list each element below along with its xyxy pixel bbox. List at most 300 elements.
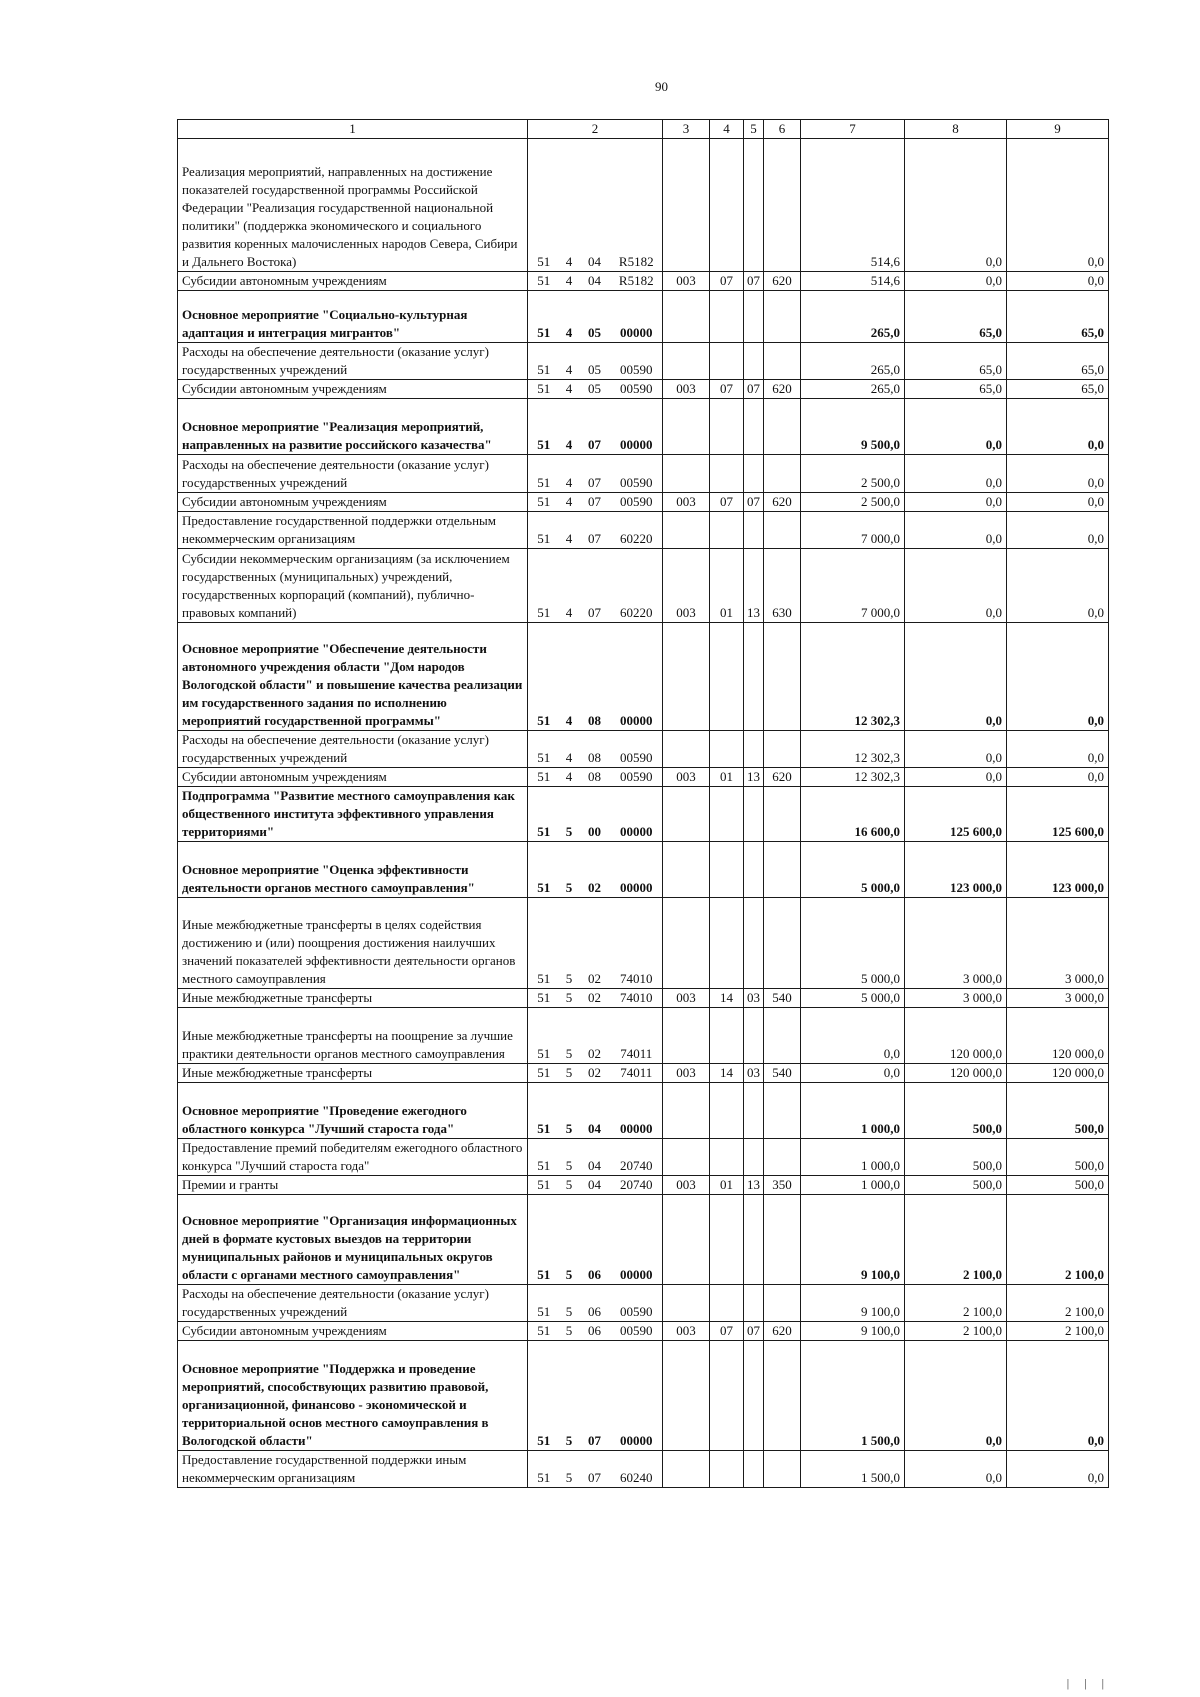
cell-c2: 5 [560, 1451, 579, 1488]
cell-rz [710, 1285, 744, 1322]
cell-pr [744, 291, 764, 343]
cell-c1: 51 [528, 1008, 560, 1064]
header-cell-5: 5 [744, 120, 764, 139]
table-row [178, 493, 1109, 512]
cell-vr: 540 [764, 1064, 801, 1083]
table-row [178, 291, 1109, 343]
cell-vr [764, 1008, 801, 1064]
cell-c4: 00000 [611, 623, 663, 731]
cell-grbs [663, 1083, 710, 1139]
table-row [178, 731, 1109, 768]
cell-v3: 500,0 [1007, 1176, 1109, 1195]
cell-c1: 51 [528, 1176, 560, 1195]
cell-pr [744, 623, 764, 731]
table-row [178, 1008, 1109, 1064]
cell-v2: 0,0 [905, 139, 1007, 272]
cell-c3: 00 [579, 787, 611, 842]
table-row [178, 1176, 1109, 1195]
cell-name: Основное мероприятие "Реализация мероприятий, направленных на развитие российского казачества" [178, 399, 528, 455]
cell-vr [764, 1195, 801, 1285]
cell-c1: 51 [528, 272, 560, 291]
cell-pr: 07 [744, 272, 764, 291]
cell-grbs: 003 [663, 989, 710, 1008]
cell-vr [764, 343, 801, 380]
table-row [178, 842, 1109, 898]
cell-v2: 120 000,0 [905, 1008, 1007, 1064]
cell-vr [764, 623, 801, 731]
table-row [178, 1451, 1109, 1488]
cell-c3: 04 [579, 1139, 611, 1176]
cell-c2: 5 [560, 989, 579, 1008]
cell-v2: 120 000,0 [905, 1064, 1007, 1083]
cell-v1: 265,0 [801, 343, 905, 380]
header-cell-9: 9 [1007, 120, 1109, 139]
cell-name: Субсидии автономным учреждениям [178, 768, 528, 787]
cell-v2: 500,0 [905, 1083, 1007, 1139]
cell-c2: 5 [560, 1285, 579, 1322]
cell-rz: 14 [710, 1064, 744, 1083]
cell-v3: 65,0 [1007, 343, 1109, 380]
cell-v1: 265,0 [801, 380, 905, 399]
cell-v1: 2 500,0 [801, 493, 905, 512]
cell-v3: 0,0 [1007, 399, 1109, 455]
cell-c4: 60220 [611, 512, 663, 549]
cell-vr [764, 455, 801, 493]
cell-v3: 3 000,0 [1007, 989, 1109, 1008]
cell-grbs: 003 [663, 380, 710, 399]
cell-v3: 65,0 [1007, 380, 1109, 399]
header-cell-3: 3 [663, 120, 710, 139]
cell-v1: 5 000,0 [801, 989, 905, 1008]
table-row [178, 787, 1109, 842]
cell-c1: 51 [528, 139, 560, 272]
cell-pr [744, 1285, 764, 1322]
cell-c2: 5 [560, 842, 579, 898]
cell-c3: 07 [579, 1451, 611, 1488]
header-cell-7: 7 [801, 120, 905, 139]
cell-grbs [663, 512, 710, 549]
cell-grbs [663, 139, 710, 272]
cell-v2: 0,0 [905, 455, 1007, 493]
table-row [178, 1083, 1109, 1139]
cell-name: Реализация мероприятий, направленных на достижение показателей государственной программы Российской Федерации "Реализация государственной национальной политики" (поддержка экономического и социального развития коренных малочисленных народов Севера, Сибири и Дальнего Востока) [178, 139, 528, 272]
cell-name: Основное мероприятие "Поддержка и проведение мероприятий, способствующих развитию правовой, организационной, финансово - экономической и территориальной основ местного самоуправления в Вологодской области" [178, 1341, 528, 1451]
cell-c1: 51 [528, 1064, 560, 1083]
cell-vr: 350 [764, 1176, 801, 1195]
cell-c3: 08 [579, 623, 611, 731]
cell-name: Расходы на обеспечение деятельности (оказание услуг) государственных учреждений [178, 455, 528, 493]
cell-c1: 51 [528, 1451, 560, 1488]
cell-c2: 5 [560, 1195, 579, 1285]
cell-v3: 2 100,0 [1007, 1285, 1109, 1322]
cell-pr: 13 [744, 549, 764, 623]
cell-pr [744, 399, 764, 455]
cell-c1: 51 [528, 1139, 560, 1176]
cell-pr [744, 1008, 764, 1064]
cell-v2: 0,0 [905, 1341, 1007, 1451]
cell-v3: 0,0 [1007, 272, 1109, 291]
cell-c1: 51 [528, 512, 560, 549]
cell-rz: 01 [710, 549, 744, 623]
cell-grbs [663, 1341, 710, 1451]
cell-v2: 125 600,0 [905, 787, 1007, 842]
cell-rz [710, 455, 744, 493]
cell-c2: 5 [560, 898, 579, 989]
cell-c4: 74011 [611, 1064, 663, 1083]
cell-pr [744, 1451, 764, 1488]
cell-v3: 120 000,0 [1007, 1064, 1109, 1083]
cell-v2: 2 100,0 [905, 1195, 1007, 1285]
cell-rz [710, 842, 744, 898]
cell-pr [744, 1083, 764, 1139]
cell-c3: 07 [579, 1341, 611, 1451]
cell-vr [764, 1083, 801, 1139]
cell-c3: 05 [579, 291, 611, 343]
cell-v1: 9 100,0 [801, 1285, 905, 1322]
cell-name: Иные межбюджетные трансферты [178, 989, 528, 1008]
cell-grbs [663, 842, 710, 898]
cell-pr [744, 787, 764, 842]
cell-name: Основное мероприятие "Социально-культурная адаптация и интеграция мигрантов" [178, 291, 528, 343]
cell-rz [710, 343, 744, 380]
cell-v2: 0,0 [905, 493, 1007, 512]
cell-rz: 07 [710, 272, 744, 291]
cell-v2: 123 000,0 [905, 842, 1007, 898]
cell-c3: 05 [579, 343, 611, 380]
cell-c1: 51 [528, 1322, 560, 1341]
cell-c4: 00590 [611, 343, 663, 380]
cell-vr [764, 139, 801, 272]
cell-c1: 51 [528, 1195, 560, 1285]
table-row [178, 989, 1109, 1008]
cell-v1: 12 302,3 [801, 623, 905, 731]
table-row [178, 1195, 1109, 1285]
cell-c4: 00000 [611, 291, 663, 343]
cell-rz [710, 139, 744, 272]
cell-pr: 03 [744, 1064, 764, 1083]
cell-c2: 4 [560, 493, 579, 512]
cell-v1: 1 500,0 [801, 1341, 905, 1451]
cell-c2: 5 [560, 1008, 579, 1064]
cell-v1: 265,0 [801, 291, 905, 343]
table-row [178, 343, 1109, 380]
cell-name: Предоставление государственной поддержки иным некоммерческим организациям [178, 1451, 528, 1488]
cell-grbs [663, 399, 710, 455]
cell-v1: 1 500,0 [801, 1451, 905, 1488]
table-body [178, 139, 1109, 1488]
cell-c2: 4 [560, 380, 579, 399]
cell-v3: 0,0 [1007, 512, 1109, 549]
cell-c1: 51 [528, 493, 560, 512]
cell-grbs [663, 1139, 710, 1176]
cell-c1: 51 [528, 842, 560, 898]
cell-c3: 04 [579, 139, 611, 272]
cell-c1: 51 [528, 343, 560, 380]
cell-v1: 7 000,0 [801, 512, 905, 549]
cell-vr: 620 [764, 272, 801, 291]
cell-c2: 4 [560, 455, 579, 493]
cell-c2: 4 [560, 768, 579, 787]
cell-c1: 51 [528, 380, 560, 399]
cell-v3: 125 600,0 [1007, 787, 1109, 842]
cell-name: Основное мероприятие "Проведение ежегодного областного конкурса "Лучший староста года" [178, 1083, 528, 1139]
cell-v1: 1 000,0 [801, 1083, 905, 1139]
cell-c1: 51 [528, 787, 560, 842]
cell-c4: 00000 [611, 787, 663, 842]
cell-vr: 630 [764, 549, 801, 623]
cell-v3: 0,0 [1007, 549, 1109, 623]
cell-grbs: 003 [663, 1064, 710, 1083]
cell-rz [710, 512, 744, 549]
cell-v2: 3 000,0 [905, 989, 1007, 1008]
cell-v3: 2 100,0 [1007, 1195, 1109, 1285]
cell-v3: 123 000,0 [1007, 842, 1109, 898]
cell-v3: 0,0 [1007, 768, 1109, 787]
cell-c4: 00590 [611, 493, 663, 512]
cell-vr [764, 842, 801, 898]
cell-c4: 74011 [611, 1008, 663, 1064]
cell-grbs: 003 [663, 272, 710, 291]
cell-name: Субсидии автономным учреждениям [178, 272, 528, 291]
cell-c3: 06 [579, 1195, 611, 1285]
cell-rz [710, 731, 744, 768]
cell-name: Подпрограмма "Развитие местного самоуправления как общественного института эффективного управления территориями" [178, 787, 528, 842]
cell-c1: 51 [528, 898, 560, 989]
cell-vr: 540 [764, 989, 801, 1008]
cell-vr [764, 731, 801, 768]
cell-v2: 2 100,0 [905, 1322, 1007, 1341]
cell-c2: 5 [560, 1064, 579, 1083]
table-row [178, 623, 1109, 731]
cell-name: Иные межбюджетные трансферты в целях содействия достижению и (или) поощрения достижения наилучших значений показателей эффективности деятельности органов местного самоуправления [178, 898, 528, 989]
cell-pr [744, 455, 764, 493]
cell-c2: 4 [560, 549, 579, 623]
cell-c1: 51 [528, 1341, 560, 1451]
cell-c2: 5 [560, 1139, 579, 1176]
table-row [178, 455, 1109, 493]
cell-grbs [663, 1285, 710, 1322]
cell-c1: 51 [528, 291, 560, 343]
table-row [178, 399, 1109, 455]
cell-c2: 4 [560, 623, 579, 731]
cell-v1: 12 302,3 [801, 731, 905, 768]
cell-pr [744, 1139, 764, 1176]
cell-c1: 51 [528, 731, 560, 768]
cell-c2: 4 [560, 272, 579, 291]
cell-v1: 12 302,3 [801, 768, 905, 787]
cell-v2: 2 100,0 [905, 1285, 1007, 1322]
cell-vr [764, 1139, 801, 1176]
table-row [178, 139, 1109, 272]
cell-vr [764, 399, 801, 455]
cell-c3: 02 [579, 989, 611, 1008]
cell-grbs [663, 1451, 710, 1488]
cell-c2: 4 [560, 139, 579, 272]
cell-v1: 514,6 [801, 139, 905, 272]
cell-c2: 5 [560, 1176, 579, 1195]
budget-table [177, 119, 1109, 1488]
cell-rz [710, 787, 744, 842]
cell-c4: 20740 [611, 1139, 663, 1176]
cell-rz [710, 1341, 744, 1451]
cell-v2: 0,0 [905, 399, 1007, 455]
cell-rz: 01 [710, 1176, 744, 1195]
cell-name: Иные межбюджетные трансферты [178, 1064, 528, 1083]
scan-mark: | | | [1066, 1676, 1110, 1690]
cell-c3: 04 [579, 1176, 611, 1195]
cell-v2: 500,0 [905, 1176, 1007, 1195]
cell-v1: 0,0 [801, 1064, 905, 1083]
cell-pr [744, 898, 764, 989]
cell-grbs [663, 343, 710, 380]
cell-v3: 500,0 [1007, 1083, 1109, 1139]
cell-c4: 00000 [611, 1083, 663, 1139]
cell-vr: 620 [764, 768, 801, 787]
cell-rz: 07 [710, 380, 744, 399]
cell-pr [744, 1195, 764, 1285]
table-row [178, 768, 1109, 787]
cell-rz: 01 [710, 768, 744, 787]
cell-c4: 00590 [611, 1322, 663, 1341]
cell-rz: 07 [710, 493, 744, 512]
table-row [178, 1285, 1109, 1322]
cell-c3: 08 [579, 768, 611, 787]
cell-v2: 65,0 [905, 343, 1007, 380]
cell-c3: 07 [579, 399, 611, 455]
cell-pr: 07 [744, 493, 764, 512]
cell-name: Иные межбюджетные трансферты на поощрение за лучшие практики деятельности органов местного самоуправления [178, 1008, 528, 1064]
cell-pr: 13 [744, 1176, 764, 1195]
cell-rz [710, 1008, 744, 1064]
cell-c1: 51 [528, 768, 560, 787]
cell-v1: 0,0 [801, 1008, 905, 1064]
cell-vr [764, 1285, 801, 1322]
cell-c4: 20740 [611, 1176, 663, 1195]
cell-v2: 0,0 [905, 272, 1007, 291]
cell-v3: 3 000,0 [1007, 898, 1109, 989]
cell-c4: 00590 [611, 768, 663, 787]
cell-pr [744, 139, 764, 272]
cell-rz [710, 1195, 744, 1285]
cell-vr [764, 1451, 801, 1488]
cell-c3: 06 [579, 1322, 611, 1341]
cell-v2: 0,0 [905, 1451, 1007, 1488]
cell-v3: 0,0 [1007, 623, 1109, 731]
table-row [178, 272, 1109, 291]
cell-rz [710, 898, 744, 989]
cell-v2: 500,0 [905, 1139, 1007, 1176]
cell-v2: 0,0 [905, 512, 1007, 549]
header-cell-2: 2 [528, 120, 663, 139]
cell-c3: 04 [579, 1083, 611, 1139]
cell-v1: 5 000,0 [801, 842, 905, 898]
header-cell-1: 1 [178, 120, 528, 139]
cell-rz [710, 1139, 744, 1176]
cell-c4: R5182 [611, 272, 663, 291]
cell-rz [710, 291, 744, 343]
cell-c2: 5 [560, 787, 579, 842]
cell-v3: 0,0 [1007, 1451, 1109, 1488]
cell-v3: 0,0 [1007, 455, 1109, 493]
cell-grbs: 003 [663, 1176, 710, 1195]
cell-v1: 9 100,0 [801, 1322, 905, 1341]
cell-v3: 0,0 [1007, 493, 1109, 512]
cell-c4: 60240 [611, 1451, 663, 1488]
cell-v1: 16 600,0 [801, 787, 905, 842]
cell-v3: 2 100,0 [1007, 1322, 1109, 1341]
cell-name: Субсидии автономным учреждениям [178, 380, 528, 399]
cell-rz [710, 623, 744, 731]
cell-v3: 0,0 [1007, 1341, 1109, 1451]
cell-v1: 514,6 [801, 272, 905, 291]
cell-c2: 4 [560, 512, 579, 549]
cell-pr: 03 [744, 989, 764, 1008]
cell-c1: 51 [528, 1083, 560, 1139]
cell-vr [764, 898, 801, 989]
cell-name: Расходы на обеспечение деятельности (оказание услуг) государственных учреждений [178, 731, 528, 768]
cell-grbs [663, 731, 710, 768]
cell-c3: 02 [579, 1064, 611, 1083]
cell-grbs: 003 [663, 549, 710, 623]
cell-v3: 120 000,0 [1007, 1008, 1109, 1064]
cell-grbs [663, 898, 710, 989]
cell-c3: 05 [579, 380, 611, 399]
cell-c3: 07 [579, 455, 611, 493]
cell-c1: 51 [528, 549, 560, 623]
cell-v1: 9 500,0 [801, 399, 905, 455]
cell-c4: 00590 [611, 1285, 663, 1322]
cell-c4: 00000 [611, 399, 663, 455]
cell-c4: R5182 [611, 139, 663, 272]
cell-grbs [663, 455, 710, 493]
cell-pr [744, 343, 764, 380]
cell-vr [764, 1341, 801, 1451]
cell-pr [744, 512, 764, 549]
cell-c4: 00000 [611, 1195, 663, 1285]
header-cell-4: 4 [710, 120, 744, 139]
cell-c4: 00000 [611, 1341, 663, 1451]
cell-grbs [663, 787, 710, 842]
cell-vr: 620 [764, 380, 801, 399]
cell-c4: 00590 [611, 455, 663, 493]
cell-c2: 5 [560, 1341, 579, 1451]
cell-v2: 65,0 [905, 380, 1007, 399]
cell-grbs: 003 [663, 1322, 710, 1341]
cell-c3: 02 [579, 1008, 611, 1064]
cell-c1: 51 [528, 1285, 560, 1322]
cell-name: Расходы на обеспечение деятельности (оказание услуг) государственных учреждений [178, 343, 528, 380]
cell-c3: 04 [579, 272, 611, 291]
cell-c4: 00590 [611, 731, 663, 768]
cell-v1: 7 000,0 [801, 549, 905, 623]
cell-name: Предоставление премий победителям ежегодного областного конкурса "Лучший староста года" [178, 1139, 528, 1176]
table-row [178, 1139, 1109, 1176]
cell-c2: 4 [560, 399, 579, 455]
table-row [178, 898, 1109, 989]
cell-grbs: 003 [663, 768, 710, 787]
cell-c1: 51 [528, 623, 560, 731]
cell-vr [764, 291, 801, 343]
cell-name: Основное мероприятие "Организация информационных дней в формате кустовых выездов на территории муниципальных районов и муниципальных округов области с органами местного самоуправления" [178, 1195, 528, 1285]
cell-c3: 07 [579, 512, 611, 549]
cell-pr: 13 [744, 768, 764, 787]
cell-pr: 07 [744, 380, 764, 399]
cell-c4: 00590 [611, 380, 663, 399]
cell-pr: 07 [744, 1322, 764, 1341]
cell-c3: 08 [579, 731, 611, 768]
cell-v2: 0,0 [905, 623, 1007, 731]
cell-name: Премии и гранты [178, 1176, 528, 1195]
